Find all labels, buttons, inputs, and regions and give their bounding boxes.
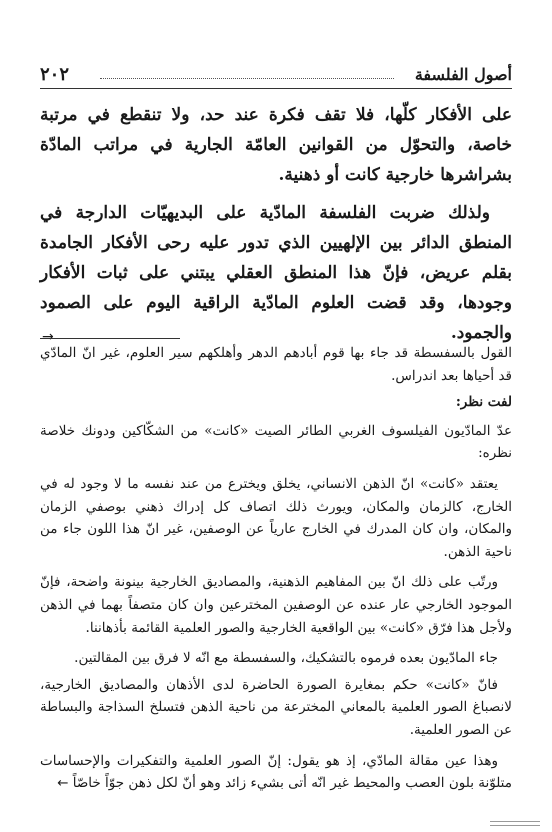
footnote-heading: لفت نظر: — [455, 394, 512, 411]
footnote-paragraph: جاء المادّيون بعده فرموه بالتشكيك، والسفسطة مع انّه لا فرق بين المقالتين. — [74, 650, 498, 667]
footer-rule — [490, 818, 540, 826]
footnotes — [40, 342, 512, 803]
running-header — [40, 64, 512, 89]
page-number: ٢٠٢ — [40, 64, 70, 85]
footnote-continuation: القول بالسفسطة قد جاء بها قوم أبادهم الدهر وأهلكهم سير العلوم، غير انّ المادّي قد أحياها بعد اندراس. — [40, 345, 512, 384]
footnote-paragraph: ورتّب على ذلك انّ بين المفاهيم الذهنية، والمصاديق الخارجية بينونة واضحة، فإنّ الموجود الخارجي عار عنده عن الوصفين المخترعين وان كان متصفاً بهما في الذهن ولأجل هذا فرّق «كانت» بين الواقعية الخارجية والصور العلمية القائمة بأذهاننا. — [40, 574, 512, 636]
main-text — [40, 100, 512, 356]
header-dotted-leader — [100, 78, 394, 79]
continue-arrow-icon: ← — [57, 775, 69, 792]
footnote-paragraph: عدّ المادّيون الفيلسوف الغربي الطائر الصيت «كانت» من الشكّاكين ودونك خلاصة نظره: — [40, 422, 512, 462]
footnote-divider — [40, 338, 180, 339]
book-title: أصول الفلسفة — [414, 65, 512, 84]
footnote-paragraph — [40, 750, 512, 795]
footnote-paragraph: يعتقد «كانت» انّ الذهن الانساني، يخلق ويخترع من عند نفسه ما لا وجود له في الخارج، كالزمان والمكان، ويورث ذلك اتصاف كل إدراك ذهني بوصفي الزمان والمكان، وان كان المدرك في الخارج عارياً عن الوصفين، غير انّ هذا اللون جاء من ناحية الذهن. — [40, 475, 512, 560]
footnote-continuation-arrow: → — [42, 329, 54, 345]
body-paragraph: على الأفكار كلّها، فلا تقف فكرة عند حد، ولا تنقطع في مرتبة خاصة، والتحوّل من القوانين العامّة الجارية في مراتب المادّة بشراشرها خارجية كانت أو ذهنية. — [40, 105, 512, 185]
footnote-paragraph: فانّ «كانت» حكم بمغايرة الصورة الحاضرة لدى الأذهان والمصاديق الخارجية، لانصباغ الصور العلمية بالمعاني المخترعة من ناحية الذهن فتسلخ السذاجة والبساطة عن الصور العلمية. — [40, 676, 512, 738]
body-paragraph: ولذلك ضربت الفلسفة المادّية على البديهيّات الدارجة في المنطق الدائر بين الإلهيين الذي تدور عليه رحى الأفكار الجامدة بقلم عريض، فإنّ هذا المنطق العقلي يبتني على ثبات الأفكار وجودها، وقد قضت العلوم المادّية الراقية اليوم على الصمود والجمود. — [40, 203, 512, 343]
footnote-paragraph-text: وهذا عين مقالة المادّي، إذ هو يقول: إنّ الصور العلمية والتفكيرات والإحساسات متلوّنة بلون العصب والمحيط غير انّه أتى بشيء زائد وهو أنّ لكل ذهن جوّاً خاصّاً — [40, 752, 512, 792]
